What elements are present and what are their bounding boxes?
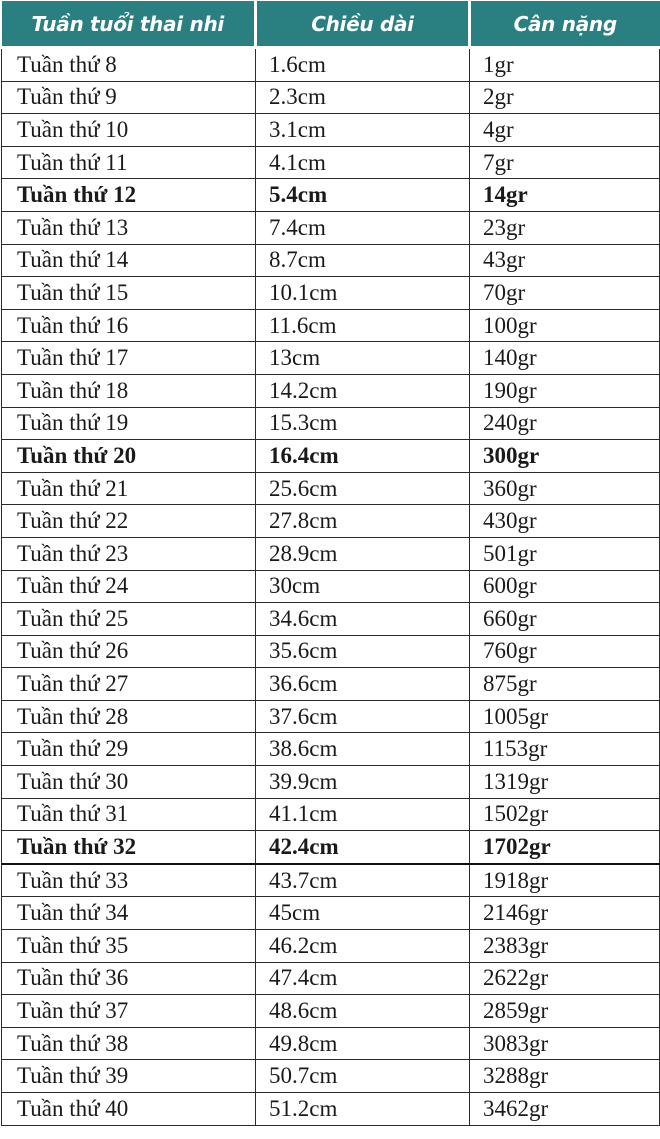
table-row [2, 700, 660, 733]
table-row [2, 570, 660, 603]
table-row [2, 930, 660, 963]
cell-week: Tuần thứ 27 [2, 668, 256, 701]
cell-weight: 430gr [470, 505, 660, 538]
cell-weight: 760gr [470, 635, 660, 668]
table-row [2, 146, 660, 179]
table-row [2, 798, 660, 831]
table-row [2, 277, 660, 310]
cell-weight: 240gr [470, 407, 660, 440]
cell-week: Tuần thứ 14 [2, 244, 256, 277]
cell-weight: 300gr [470, 440, 660, 473]
cell-length: 43.7cm [256, 864, 470, 897]
cell-weight: 23gr [470, 211, 660, 244]
table-body [2, 48, 660, 1126]
cell-week: Tuần thứ 39 [2, 1060, 256, 1093]
table-row [2, 537, 660, 570]
cell-week: Tuần thứ 18 [2, 374, 256, 407]
table-row [2, 244, 660, 277]
header-week: Tuần tuổi thai nhi [2, 1, 256, 48]
cell-week: Tuần thứ 40 [2, 1093, 256, 1126]
cell-length: 7.4cm [256, 211, 470, 244]
cell-length: 30cm [256, 570, 470, 603]
cell-week: Tuần thứ 12 [2, 179, 256, 212]
cell-length: 34.6cm [256, 603, 470, 636]
cell-weight: 1gr [470, 48, 660, 82]
table-row [2, 864, 660, 897]
cell-weight: 2146gr [470, 897, 660, 930]
cell-weight: 4gr [470, 114, 660, 147]
cell-week: Tuần thứ 17 [2, 342, 256, 375]
cell-length: 49.8cm [256, 1027, 470, 1060]
cell-length: 11.6cm [256, 309, 470, 342]
cell-week: Tuần thứ 15 [2, 277, 256, 310]
cell-length: 3.1cm [256, 114, 470, 147]
cell-weight: 43gr [470, 244, 660, 277]
cell-week: Tuần thứ 20 [2, 440, 256, 473]
cell-length: 41.1cm [256, 798, 470, 831]
table-row [2, 374, 660, 407]
table-row [2, 211, 660, 244]
cell-length: 47.4cm [256, 962, 470, 995]
table-row [2, 1093, 660, 1126]
cell-week: Tuần thứ 9 [2, 81, 256, 114]
cell-week: Tuần thứ 31 [2, 798, 256, 831]
table-row [2, 766, 660, 799]
table-row [2, 505, 660, 538]
cell-length: 45cm [256, 897, 470, 930]
cell-length: 1.6cm [256, 48, 470, 82]
cell-length: 8.7cm [256, 244, 470, 277]
cell-week: Tuần thứ 25 [2, 603, 256, 636]
cell-weight: 2gr [470, 81, 660, 114]
cell-weight: 140gr [470, 342, 660, 375]
table-row [2, 309, 660, 342]
table-row [2, 635, 660, 668]
cell-weight: 3462gr [470, 1093, 660, 1126]
table-row [2, 407, 660, 440]
table-row [2, 179, 660, 212]
cell-weight: 1918gr [470, 864, 660, 897]
cell-length: 50.7cm [256, 1060, 470, 1093]
cell-week: Tuần thứ 8 [2, 48, 256, 82]
cell-weight: 360gr [470, 472, 660, 505]
cell-length: 46.2cm [256, 930, 470, 963]
cell-weight: 3288gr [470, 1060, 660, 1093]
cell-weight: 100gr [470, 309, 660, 342]
cell-week: Tuần thứ 32 [2, 831, 256, 864]
cell-length: 2.3cm [256, 81, 470, 114]
cell-weight: 875gr [470, 668, 660, 701]
cell-week: Tuần thứ 19 [2, 407, 256, 440]
cell-length: 13cm [256, 342, 470, 375]
table-row [2, 114, 660, 147]
cell-length: 38.6cm [256, 733, 470, 766]
cell-length: 10.1cm [256, 277, 470, 310]
cell-length: 25.6cm [256, 472, 470, 505]
cell-week: Tuần thứ 10 [2, 114, 256, 147]
cell-week: Tuần thứ 26 [2, 635, 256, 668]
table-row [2, 472, 660, 505]
table-row [2, 1060, 660, 1093]
cell-weight: 1319gr [470, 766, 660, 799]
header-length: Chiều dài [256, 1, 470, 48]
cell-week: Tuần thứ 29 [2, 733, 256, 766]
cell-weight: 1153gr [470, 733, 660, 766]
cell-week: Tuần thứ 13 [2, 211, 256, 244]
table-row [2, 603, 660, 636]
header-weight: Cân nặng [470, 1, 660, 48]
cell-week: Tuần thứ 37 [2, 995, 256, 1028]
cell-length: 15.3cm [256, 407, 470, 440]
cell-week: Tuần thứ 38 [2, 1027, 256, 1060]
cell-weight: 660gr [470, 603, 660, 636]
cell-length: 36.6cm [256, 668, 470, 701]
cell-weight: 2622gr [470, 962, 660, 995]
table-row [2, 831, 660, 864]
cell-weight: 14gr [470, 179, 660, 212]
table-row [2, 342, 660, 375]
cell-length: 35.6cm [256, 635, 470, 668]
cell-length: 28.9cm [256, 537, 470, 570]
cell-week: Tuần thứ 22 [2, 505, 256, 538]
cell-weight: 1702gr [470, 831, 660, 864]
table-row [2, 733, 660, 766]
cell-weight: 190gr [470, 374, 660, 407]
cell-weight: 70gr [470, 277, 660, 310]
cell-weight: 2383gr [470, 930, 660, 963]
cell-weight: 7gr [470, 146, 660, 179]
cell-week: Tuần thứ 30 [2, 766, 256, 799]
cell-length: 37.6cm [256, 700, 470, 733]
cell-week: Tuần thứ 35 [2, 930, 256, 963]
cell-week: Tuần thứ 33 [2, 864, 256, 897]
cell-week: Tuần thứ 23 [2, 537, 256, 570]
cell-weight: 1502gr [470, 798, 660, 831]
cell-week: Tuần thứ 36 [2, 962, 256, 995]
cell-length: 48.6cm [256, 995, 470, 1028]
cell-length: 42.4cm [256, 831, 470, 864]
table-row [2, 668, 660, 701]
table-row [2, 1027, 660, 1060]
fetal-growth-table [1, 1, 660, 1126]
table-row [2, 440, 660, 473]
cell-weight: 2859gr [470, 995, 660, 1028]
table-row [2, 48, 660, 82]
table-row [2, 897, 660, 930]
table-header [2, 1, 660, 48]
cell-length: 16.4cm [256, 440, 470, 473]
cell-length: 4.1cm [256, 146, 470, 179]
cell-length: 5.4cm [256, 179, 470, 212]
cell-weight: 1005gr [470, 700, 660, 733]
cell-weight: 3083gr [470, 1027, 660, 1060]
cell-week: Tuần thứ 11 [2, 146, 256, 179]
cell-length: 51.2cm [256, 1093, 470, 1126]
cell-week: Tuần thứ 21 [2, 472, 256, 505]
cell-week: Tuần thứ 16 [2, 309, 256, 342]
cell-length: 39.9cm [256, 766, 470, 799]
cell-weight: 600gr [470, 570, 660, 603]
cell-weight: 501gr [470, 537, 660, 570]
cell-week: Tuần thứ 24 [2, 570, 256, 603]
cell-week: Tuần thứ 34 [2, 897, 256, 930]
table-row [2, 81, 660, 114]
cell-length: 27.8cm [256, 505, 470, 538]
cell-week: Tuần thứ 28 [2, 700, 256, 733]
cell-length: 14.2cm [256, 374, 470, 407]
header-row [2, 1, 660, 48]
table-row [2, 995, 660, 1028]
table-row [2, 962, 660, 995]
